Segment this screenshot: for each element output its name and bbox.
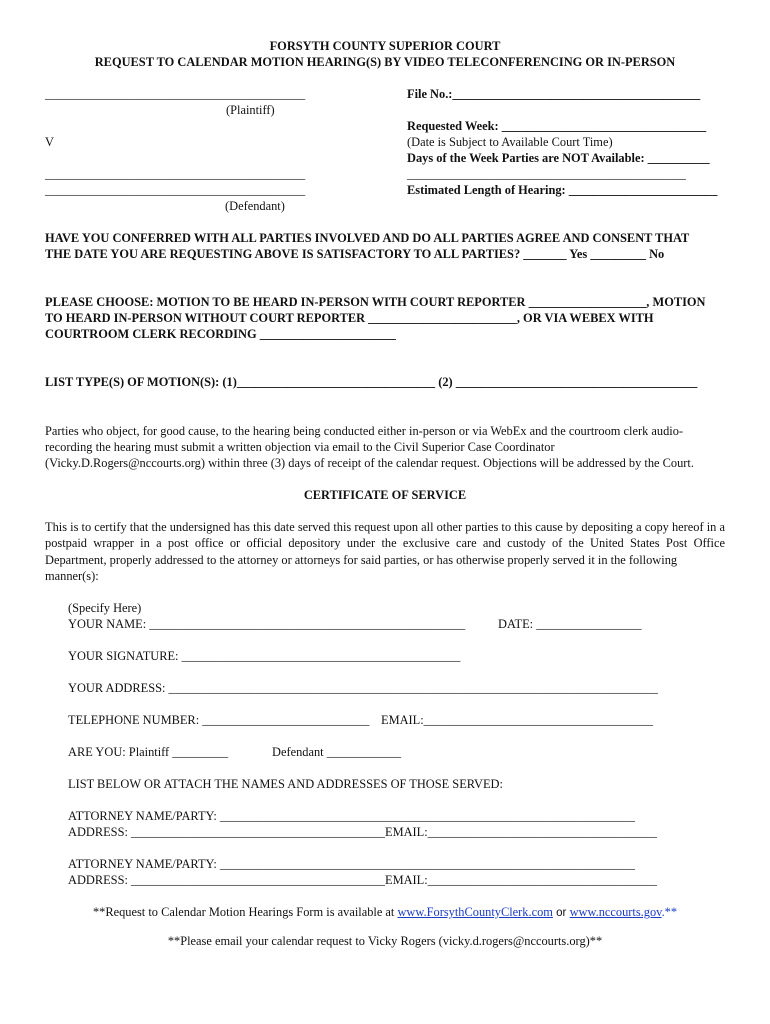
form-note-or: or <box>552 907 570 919</box>
your-signature-field[interactable]: YOUR SIGNATURE: _____________________________________________ <box>68 649 461 663</box>
attorney-address-field-2[interactable]: ADDRESS: _________________________________________EMAIL:_____________________________________ <box>68 873 657 887</box>
defendant-line-1[interactable]: __________________________________________ <box>45 167 306 181</box>
plaintiff-check-field[interactable]: ARE YOU: Plaintiff _________ <box>68 745 229 759</box>
attorney-name-field-1[interactable]: ATTORNEY NAME/PARTY: ___________________________________________________________________ <box>68 809 635 823</box>
form-note-suffix: .** <box>661 905 678 919</box>
forsyth-clerk-link[interactable]: www.ForsythCountyClerk.com <box>397 905 553 919</box>
days-not-available-field[interactable]: Days of the Week Parties are NOT Available: __________ <box>407 151 710 165</box>
defendant-line-2[interactable]: __________________________________________ <box>45 183 306 197</box>
file-no-field[interactable]: File No.:________________________________________ <box>407 87 701 101</box>
your-name-field[interactable]: YOUR NAME: ___________________________________________________ <box>68 617 466 631</box>
served-list-label: LIST BELOW OR ATTACH THE NAMES AND ADDRESSES OF THOSE SERVED: <box>68 777 503 791</box>
defendant-label: (Defendant) <box>225 199 285 213</box>
defendant-check-field[interactable]: Defendant ____________ <box>272 745 402 759</box>
plaintiff-label: (Plaintiff) <box>226 103 275 117</box>
email-request-note: **Please email your calendar request to Vicky Rogers (vicky.d.rogers@nccourts.org)** <box>167 934 603 948</box>
objection-line-1: Parties who object, for good cause, to the hearing being conducted either in-person or via WebEx and the courtroom clerk audio- <box>45 424 684 438</box>
motion-types-field[interactable]: LIST TYPE(S) OF MOTION(S): (1)________________________________ (2) _______________________________________ <box>45 375 698 389</box>
conferred-question-line-2[interactable]: THE DATE YOU ARE REQUESTING ABOVE IS SATISFACTORY TO ALL PARTIES? _______ Yes _________ No <box>45 247 665 261</box>
attorney-name-field-2[interactable]: ATTORNEY NAME/PARTY: ___________________________________________________________________ <box>68 857 635 871</box>
choose-line-3[interactable]: COURTROOM CLERK RECORDING ______________________ <box>45 327 396 341</box>
estimated-length-field[interactable]: Estimated Length of Hearing: ________________________ <box>407 183 718 197</box>
days-blank-line[interactable]: _____________________________________________ <box>407 167 686 181</box>
conferred-question-line-1: HAVE YOU CONFERRED WITH ALL PARTIES INVOLVED AND DO ALL PARTIES AGREE AND CONSENT THAT <box>45 231 690 245</box>
certificate-paragraph: This is to certify that the undersigned has this date served this request upon all other parties to this cause by depositing a copy hereof in a postpaid wrapper in a post office or official depository under the exclusive care and custody of the United States Post Office Department, properly addressed to the attorney or attorneys for said parties, or has otherwise properly served it in the following <box>45 520 725 567</box>
nccourts-link[interactable]: www.nccourts.gov <box>569 905 662 919</box>
telephone-field[interactable]: TELEPHONE NUMBER: ___________________________ <box>68 713 370 727</box>
request-title: REQUEST TO CALENDAR MOTION HEARING(S) BY VIDEO TELECONFERENCING OR IN-PERSON <box>94 55 676 69</box>
form-note-prefix: **Request to Calendar Motion Hearings Form is available at <box>92 905 398 919</box>
choose-line-2[interactable]: TO HEARD IN-PERSON WITHOUT COURT REPORTER ________________________, OR VIA WEBEX WITH <box>45 311 654 325</box>
requested-week-field[interactable]: Requested Week: _________________________________ <box>407 119 707 133</box>
objection-line-2: recording the hearing must submit a written objection via email to the Civil Superior Case Coordinator <box>45 440 555 454</box>
form-availability-note <box>0 904 770 921</box>
date-field[interactable]: DATE: _________________ <box>498 617 642 631</box>
certificate-paragraph-end: manner(s): <box>45 569 99 583</box>
plaintiff-line[interactable]: __________________________________________ <box>45 87 306 101</box>
certificate-title: CERTIFICATE OF SERVICE <box>303 488 467 502</box>
your-address-field[interactable]: YOUR ADDRESS: _______________________________________________________________________________ <box>68 681 658 695</box>
versus-label: V <box>45 135 54 149</box>
objection-line-3: (Vicky.D.Rogers@nccourts.org) within three (3) days of receipt of the calendar request. Objections will be addressed by the Court. <box>45 456 694 470</box>
court-title: FORSYTH COUNTY SUPERIOR COURT <box>269 39 501 53</box>
attorney-address-field-1[interactable]: ADDRESS: _________________________________________EMAIL:_____________________________________ <box>68 825 657 839</box>
choose-line-1[interactable]: PLEASE CHOOSE: MOTION TO BE HEARD IN-PERSON WITH COURT REPORTER ___________________, MOTION <box>45 295 706 309</box>
specify-here-label: (Specify Here) <box>68 601 142 615</box>
email-field[interactable]: EMAIL:_____________________________________ <box>381 713 653 727</box>
date-subject-note: (Date is Subject to Available Court Time) <box>407 135 613 149</box>
